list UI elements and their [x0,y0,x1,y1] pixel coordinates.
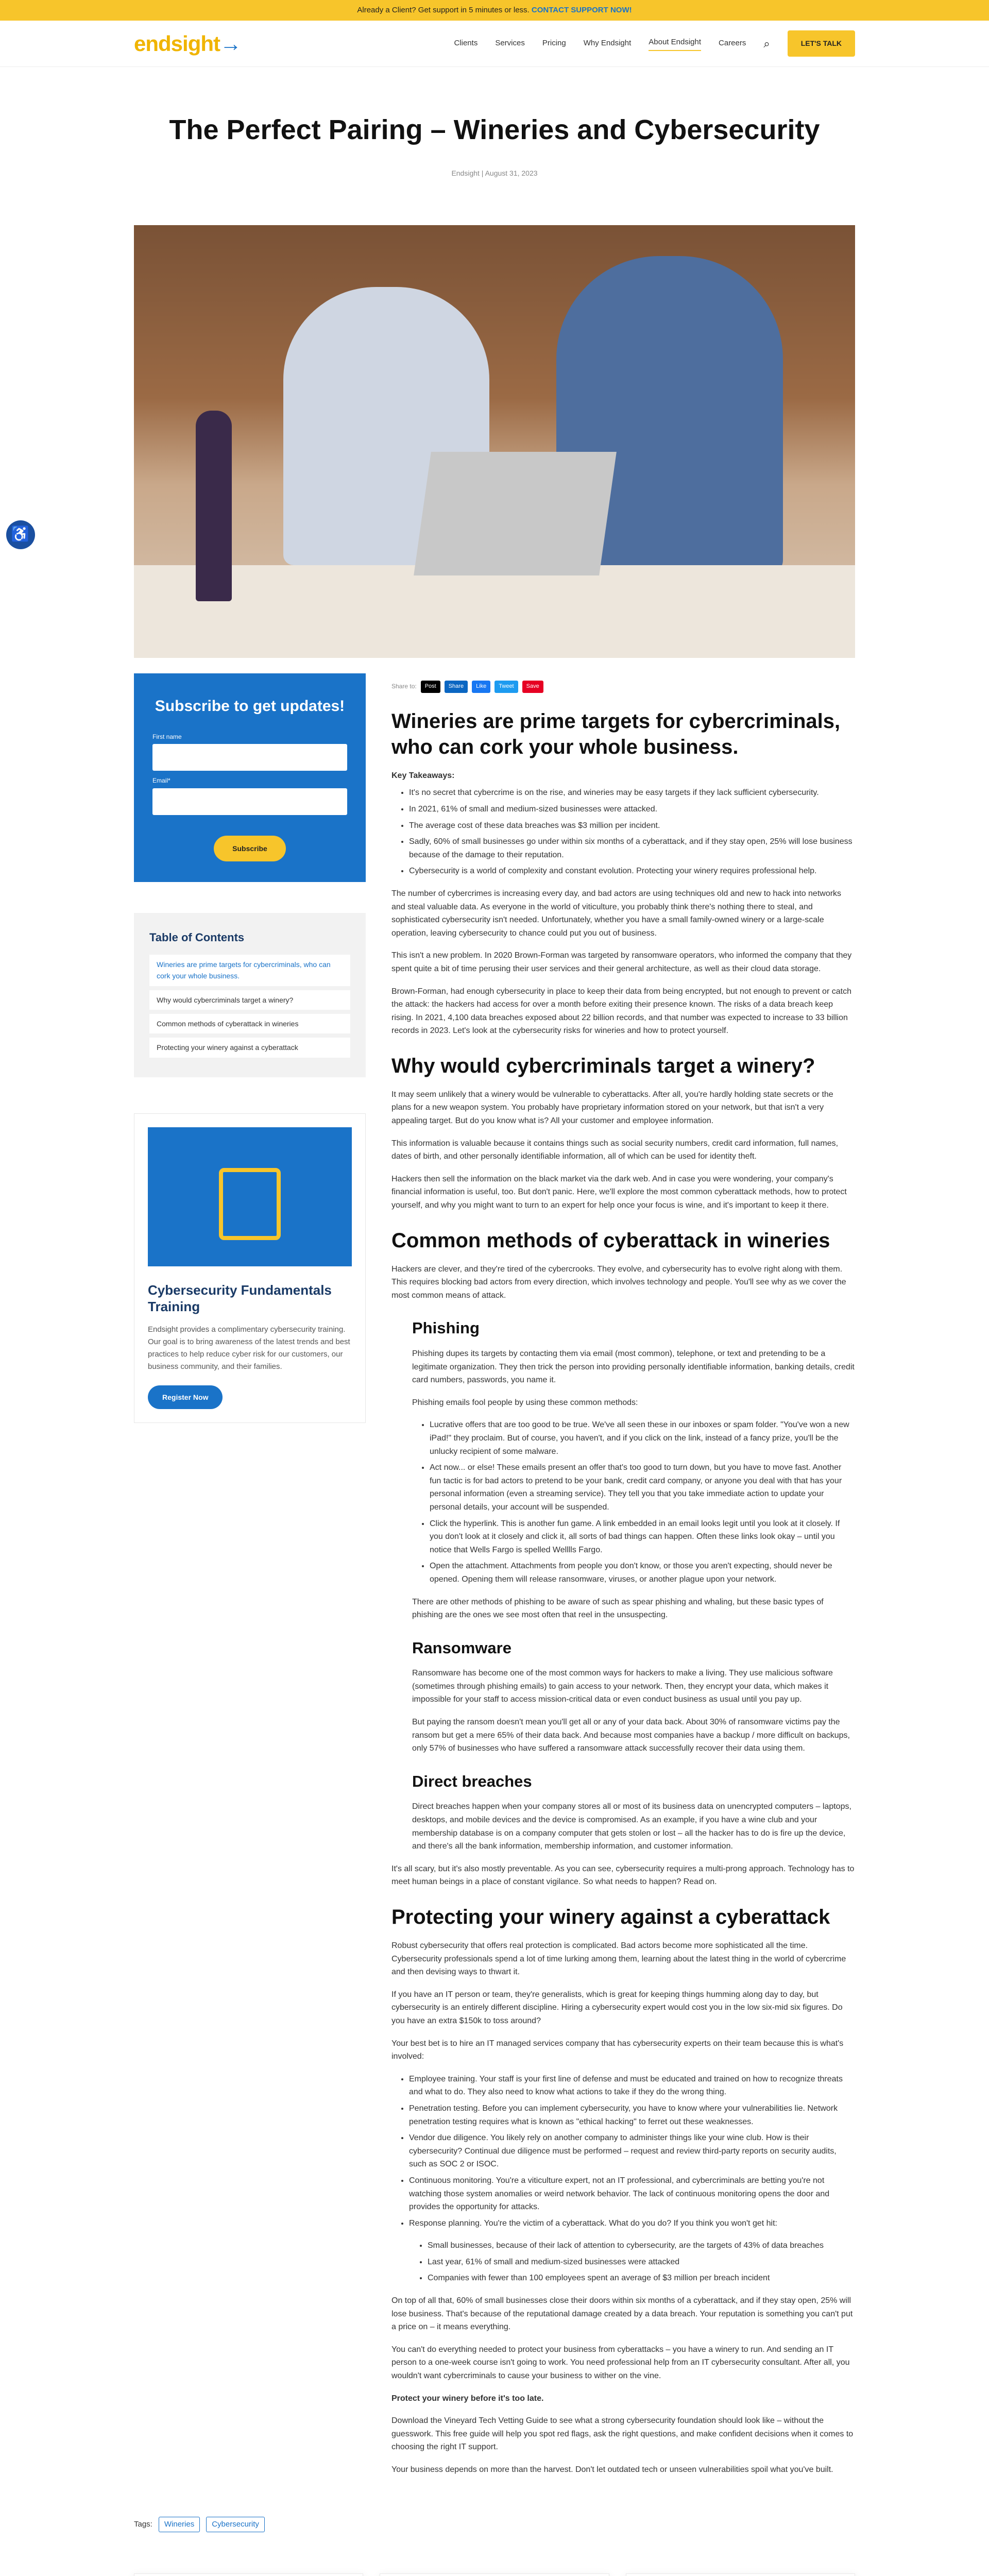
subsection-heading: Phishing [412,1319,480,1337]
list-item: • Vendor due diligence. You likely rely on another company to administer things like your wine club. How is their cybersecurity? Continual due diligence must be performed – request and review third-party reports on security audits, such as SOC 2 or ISOC. [409,2131,855,2171]
paragraph: Ransomware has become one of the most common ways for hackers to make a living. They use malicious software (sometimes through phishing emails) to gain access to your network. Then, they encrypt your data, which makes it impossible for your staff to access mission-critical data or even conduct business as usual until you pay up. [412,1669,833,1704]
article-body [391,673,855,2485]
related-card[interactable] [626,2573,855,2576]
list-item: • Lucrative offers that are too good to be true. We've all seen these in our inboxes or spam folder. "You've won a new iPad!" they proclaim. But of course, you haven't, and if you click on the link, instead of a fancy prize, you'll be the unlucky recipient of some malware. [430,1418,855,1458]
share-bar: Share to: Post Share Like Tweet Save [391,681,855,693]
list-item: • Cybersecurity is a world of complexity and constant evolution. Protecting your winery requires professional help. [409,865,855,878]
list-item: • Act now... or else! These emails present an offer that's too good to turn down, but you have to move fast. Another fun tactic is for bad actors to pretend to be your bank, credit card company, or anyone you deal with that has your personal information (even a streaming service). They tell you that you take immediate action to update your personal details, your account will be suspended. [430,1461,855,1514]
toc-item[interactable]: Common methods of cyberattack in wineries [149,1014,350,1033]
list-item: • Open the attachment. Attachments from people you don't know, or those you aren't expecting, should never be opened. Opening them will release ransomware, viruses, or another plague upon your network. [430,1560,855,1586]
first-name-label: First name [152,733,182,741]
paragraph: There are other methods of phishing to be aware of such as spear phishing and whaling, but these basic types of phishing are the ones we see most often that reel in the unsuspecting. [412,1597,824,1620]
pinterest-save-button[interactable]: Save [522,681,543,693]
list-item: • Small businesses, because of their lack of attention to cybersecurity, are the targets of 43% of data breaches [428,2239,855,2252]
key-takeaways-list [409,786,855,878]
contact-support-link[interactable]: CONTACT SUPPORT NOW! [531,6,632,14]
paragraph: It may seem unlikely that a winery would be vulnerable to cyberattacks. After all, you're hardly holding state secrets or the plans for a new weapon system. You probably have proprietary information stored on your network, but that isn't a very appealing target. But do you know what is? All your customer and employee information. [391,1090,833,1126]
nav-pricing[interactable]: Pricing [542,39,566,48]
training-promo [134,1113,366,1423]
list-item: • Last year, 61% of small and medium-sized businesses were attacked [428,2256,855,2269]
list-item: • It's no secret that cybercrime is on the rise, and wineries may be easy targets if they lack sufficient cybersecurity. [409,786,855,800]
page-title: The Perfect Pairing – Wineries and Cybersecurity [169,114,820,145]
tag-cybersecurity[interactable]: Cybersecurity [206,2517,265,2532]
announcement-bar: Already a Client? Get support in 5 minutes or less. CONTACT SUPPORT NOW! [0,0,989,21]
register-now-button[interactable]: Register Now [148,1385,223,1409]
paragraph: If you have an IT person or team, they're generalists, which is great for keeping things humming along day to day, but cybersecurity is an entirely different discipline. Hiring a cybersecurity expert would cost you in the low six-mid six figures. Do you have an extra $150k to toss around? [391,1990,843,2025]
nav-careers[interactable]: Careers [719,39,746,48]
key-takeaways-label: Key Takeaways: [391,771,455,780]
paragraph: This information is valuable because it contains things such as social security numbers, credit card information, full names, dates of birth, and other personally identifiable information, all of which can be used for identity theft. [391,1139,839,1161]
related-card[interactable] [134,2573,363,2576]
subsection-heading: Ransomware [412,1638,511,1657]
phishing-list [430,1418,855,1586]
hero-image [134,225,855,658]
list-item: • In 2021, 61% of small and medium-sized businesses were attacked. [409,803,855,816]
nav-why-endsight[interactable]: Why Endsight [583,39,632,48]
paragraph: The number of cybercrimes is increasing every day, and bad actors are using techniques old and new to hack into networks and steal valuable data. As everyone in the world of viticulture, you probably think there's nothing there to steal, and sophisticated cybersecurity isn't needed. Unfortunately, whether you have a small family-owned winery or a large-scale operation, leaving cybersecurity to chance could put you out of business. [391,889,842,938]
toc-item[interactable]: Why would cybercriminals target a winery? [149,990,350,1010]
main-nav [454,30,855,56]
paragraph: Download the Vineyard Tech Vetting Guide to see what a strong cybersecurity foundation should look like – without the guesswork. This free guide will help you spot red flags, ask the right questions, and make confident decisions when it comes to choosing the right IT support. [391,2416,854,2452]
lock-image [148,1127,352,1266]
section-heading: Common methods of cyberattack in wineries [391,1229,830,1252]
section-heading: Wineries are prime targets for cybercriminals, who can cork your whole business. [391,709,841,758]
paragraph: Robust cybersecurity that offers real protection is complicated. Bad actors become more sophisticated all the time. Cybersecurity professionals spend a lot of time lurking among them, learning about the latest thing in the world of cybercrime and then devising ways to thwart it. [391,1941,846,1977]
accessibility-icon[interactable]: ♿ [6,520,35,549]
nav-about-endsight[interactable]: About Endsight [649,36,701,51]
list-item: • Companies with fewer than 100 employees spent an average of $3 million per breach incident [428,2272,855,2285]
x-post-button[interactable]: Post [421,681,440,693]
post-byline: Endsight | August 31, 2023 [451,168,538,177]
paragraph: This isn't a new problem. In 2020 Brown-Forman was targeted by ransomware operators, who informed the company that they spent quite a bit of time perusing their user services and their general architecture, as well as their cloud data storage. [391,951,852,973]
promo-title: Cybersecurity Fundamentals Training [148,1282,332,1315]
paragraph: On top of all that, 60% of small businesses close their doors within six months of a cyberattack, and if they stay open, 25% will lose business. That's because of the reputational damage created by a data breach. Your reputation is something you can't put a price on – it means everything. [391,2296,853,2332]
nav-services[interactable]: Services [495,39,525,48]
tweet-button[interactable]: Tweet [494,681,518,693]
related-posts [134,2573,855,2576]
search-icon[interactable]: ⌕ [763,37,770,50]
paragraph: But paying the ransom doesn't mean you'll get all or any of your data back. About 30% of ransomware victims pay the ransom but get a mere 65% of their data back. And because most companies have a backup / more difficult on backups, only 57% of businesses who have suffered a ransomware attack successfully recover their data using them. [412,1718,850,1753]
list-item: • Penetration testing. Before you can implement cybersecurity, you have to know where your vulnerabilities lie. Network penetration testing requires what is known as "ethical hacking" to ferret out these weaknesses. [409,2102,855,2128]
toc-item[interactable]: Wineries are prime targets for cybercriminals, who can cork your whole business. [149,955,350,986]
paragraph: Your business depends on more than the harvest. Don't let outdated tech or unseen vulnerabilities spoil what you've built. [391,2465,833,2474]
nav-clients[interactable]: Clients [454,39,478,48]
paragraph: Phishing emails fool people by using these common methods: [412,1398,638,1407]
toc-item[interactable]: Protecting your winery against a cyberattack [149,1038,350,1057]
section-heading: Protecting your winery against a cyberattack [391,1906,830,1928]
email-input[interactable] [152,788,347,815]
subscribe-button[interactable]: Subscribe [214,836,286,861]
card-thumbnail [645,2574,836,2576]
response-list [428,2239,855,2285]
paragraph: Phishing dupes its targets by contacting them via email (most common), telephone, or text and pretending to be a legitimate organization. They then trick the person into providing personally identifiable information, banking details, credit card numbers, passwords, you name it. [412,1349,855,1385]
subsection-heading: Direct breaches [412,1772,532,1790]
list-item: • Continuous monitoring. You're a viticulture expert, not an IT professional, and cybercriminals are betting you're not watching those system anomalies or weird network behavior. The lack of continuous monitoring opens the door and provides the opportunity for attacks. [409,2174,855,2214]
list-item: • Response planning. You're the victim of a cyberattack. What do you do? If you think you won't get hit: [409,2217,855,2230]
paragraph: Brown-Forman, had enough cybersecurity in place to keep their data from being encrypted, but not enough to prevent or catch the attack: the hackers had access for over a month before exiting their presence known. The risks of a data breach keep rising. In 2021, 4,100 data breaches exposed about 22 billion records, and that number was expected to increase to 33 billion records in 2023. Let's look at the cybersecurity risks for wineries and how to protect yourself. [391,987,851,1036]
protection-list [409,2073,855,2230]
logo-text: endsight [134,31,220,56]
site-header [0,21,989,67]
list-item: • Click the hyperlink. This is another fun game. A link embedded in an email looks legit until you look at it closely. If you don't look at it closely and click it, all sorts of bad things can happen. Often these links look okay – until you notice that Wells Fargo is spelled Welllls Fargo. [430,1517,855,1557]
list-item: • Sadly, 60% of small businesses go under within six months of a cyberattack, and if they stay open, 25% will lose business because of the damage to their reputation. [409,835,855,861]
tag-wineries[interactable]: Wineries [159,2517,200,2532]
list-item: • The average cost of these data breaches was $3 million per incident. [409,819,855,833]
paragraph: Protect your winery before it's too late. [391,2394,544,2403]
paragraph: Hackers are clever, and they're tired of the cybercrooks. They evolve, and cybersecurity has to evolve right along with them. This requires blocking bad actors from every direction, which involves technology and people. You'll see why as we cover the most common means of attack. [391,1264,846,1300]
toc-title: Table of Contents [149,930,245,944]
table-of-contents [134,913,366,1077]
tags-label: Tags: [134,2519,152,2529]
card-thumbnail [153,2574,344,2576]
related-card[interactable] [380,2573,609,2576]
lock-icon [219,1168,281,1240]
paragraph: You can't do everything needed to protect your business from cyberattacks – you have a winery to run. And sending an IT person to a one-week course isn't going to work. You need professional help from an IT cybersecurity consultant. After all, you wouldn't want cybercriminals to cause your business to wither on the vine. [391,2345,850,2381]
lets-talk-button[interactable]: LET'S TALK [788,30,855,56]
logo[interactable] [134,26,241,61]
list-item: • Employee training. Your staff is your first line of defense and must be educated and trained on how to recognize threats and what to do. They also need to know what actions to take if they do the wrong thing. [409,2073,855,2099]
card-thumbnail [399,2574,590,2576]
paragraph: It's all scary, but it's also mostly preventable. As you can see, cybersecurity requires a multi-prong approach. Technology has to meet human beings in a place of constant vigilance. So what needs to happen? Read on. [391,1864,855,1887]
promo-text: Endsight provides a complimentary cybersecurity training. Our goal is to bring awareness of the latest trends and best practices to help reduce cyber risk for our customers, our business community, and their families. [148,1325,350,1371]
paragraph: Hackers then sell the information on the black market via the dark web. And in case you were wondering, your company's financial information is useful, too. But don't panic. Here, we'll explore the most common cyberattack methods, how to protect yourself, and why you might want to turn to an expert for help once your focus is wine, and it's important to keep it there. [391,1174,847,1210]
first-name-input[interactable] [152,744,347,771]
tags-row [134,2517,855,2532]
subscribe-form [134,673,366,882]
paragraph: Your best bet is to hire an IT managed services company that has cybersecurity experts on their team because this is what's involved: [391,2039,844,2061]
subscribe-title: Subscribe to get updates! [155,698,345,715]
linkedin-share-button[interactable]: Share [445,681,468,693]
paragraph: Direct breaches happen when your company stores all or most of its business data on unencrypted computers – laptops, desktops, and mobile devices and the device is compromised. As an example, if you have a wine club and your membership database is on a company computer that gets stolen or lost – all the hacker has to do is fire up the device, and there's all the bank information, membership information, and customer information. [412,1802,851,1851]
email-label: Email* [152,777,170,785]
section-heading: Why would cybercriminals target a winery? [391,1054,815,1077]
logo-arrow: → [220,31,241,56]
facebook-like-button[interactable]: Like [472,681,490,693]
